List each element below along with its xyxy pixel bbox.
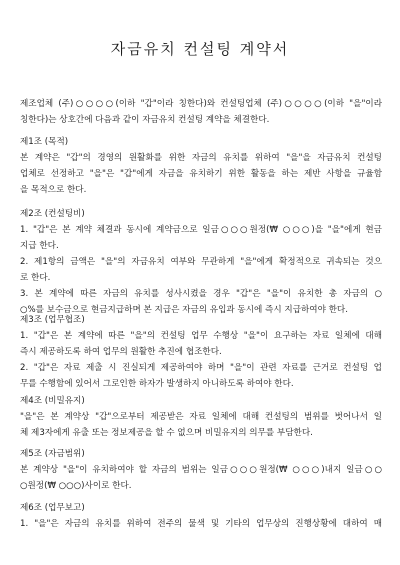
article-line: 2. 제1항의 금액은 "을"의 자금유치 여부와 무관하게 "을"에게 확정적으로 귀속되는 것으 <box>20 257 382 267</box>
article-heading: 제4조 (비밀유지) <box>20 396 85 406</box>
article-line: 2. "갑"은 자료 제출 시 진실되게 제공하여야 하며 "을"이 관련 자료를 근거로 컨설팅 업 <box>20 363 382 373</box>
article-line: 로 한다. <box>20 273 51 283</box>
article-line: 본 계약은 "갑"의 경영의 원활화를 위한 자금의 유치를 위하여 "을"을 자금유치 컨설팅 <box>20 153 382 163</box>
article-3 <box>20 312 382 392</box>
article-line: 1. "갑"은 본 계약 체결과 동시에 계약금으로 일금○○○원정(₩ ○○○)을 "을"에게 현금 <box>20 225 382 235</box>
article-2 <box>20 206 382 318</box>
article-line: 체 제3자에게 유출 또는 정보제공을 할 수 없으며 비밀유지의 의무를 부담한다. <box>20 428 313 438</box>
article-line: ○%를 보수금으로 현금지급하며 본 지급은 자금의 유입과 동시에 즉시 지급하여야 한다. <box>20 305 348 315</box>
intro-paragraph <box>20 96 382 128</box>
article-line: 즉시 제공하도록 하여 업무의 원활한 추진에 협조한다. <box>20 347 222 357</box>
article-line: 3. 본 계약에 따른 자금의 유치를 성사시켰을 경우 "갑"은 "을"이 유치한 총 자금의 ○ <box>20 289 382 299</box>
article-4 <box>20 393 382 441</box>
article-heading: 제2조 (컨설팅비) <box>20 209 85 219</box>
article-1 <box>20 134 382 198</box>
article-6 <box>20 500 382 532</box>
article-line: 을 목적으로 한다. <box>20 185 87 195</box>
article-heading: 제1조 (목적) <box>20 137 69 147</box>
article-heading: 제5조 (자금범위) <box>20 449 85 459</box>
article-line: 지급 한다. <box>20 241 59 251</box>
article-line: ○원정(₩ ○○○)사이로 한다. <box>20 481 132 491</box>
article-line: 1. "을"은 자금의 유치를 위하여 전주의 물색 및 기타의 업무상의 진행상황에 대하여 매 <box>20 519 382 529</box>
article-line: 본 계약상 "을"이 유치하여야 할 자금의 범위는 일금○○○원정(₩ ○○○)내지 일금○○ <box>20 465 382 475</box>
intro-line: 제조업체 (주)○○○○(이하 "갑"이라 칭한다)와 컨설팅업체 (주)○○○○(이하 "을"이라 <box>20 99 382 109</box>
intro-line: 칭한다)는 상호간에 다음과 같이 자금유치 컨설팅 계약을 체결한다. <box>20 115 270 125</box>
article-line: "을"은 본 계약상 "갑"으로부터 제공받은 자료 일체에 대해 컨설팅의 범위를 벗어나서 일 <box>20 412 382 422</box>
article-line: 업체로 선정하고 "을"은 "갑"에게 자금을 유치하기 위한 활동을 하는 제반 사항을 규율함 <box>20 169 382 179</box>
document-title: 자금유치 컨설팅 계약서 <box>110 40 290 58</box>
article-5 <box>20 446 382 494</box>
article-line: 1. "갑"은 본 계약에 따른 "을"의 컨설팅 업무 수행상 "을"이 요구하는 자료 일체에 대해 <box>20 331 382 341</box>
article-line: 무를 수행함에 있어서 그로인한 하자가 발생하지 아니하도록 하여야 한다. <box>20 379 294 389</box>
article-heading: 제3조 (업무협조) <box>20 315 85 325</box>
article-heading: 제6조 (업무보고) <box>20 503 85 513</box>
